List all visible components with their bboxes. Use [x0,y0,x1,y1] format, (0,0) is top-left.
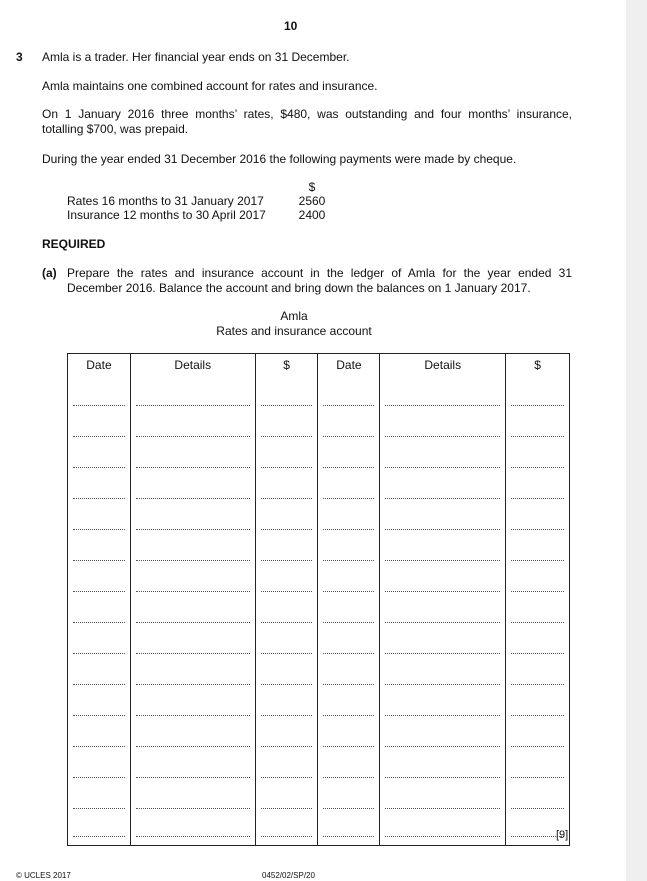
ledger-header-amount-credit: $ [506,354,570,384]
answer-dotted-line [261,622,313,623]
paper-code-footer: 0452/02/SP/20 [262,871,315,880]
answer-dotted-line [385,746,500,747]
payments-header-row [67,180,332,194]
answer-dotted-line [261,529,313,530]
answer-dotted-line [261,777,313,778]
question-paragraph-3: On 1 January 2016 three months’ rates, $480, was outstanding and four months’ insurance, totalling $700, was prepaid. [42,107,572,136]
answer-dotted-line [73,529,125,530]
ledger-answer-cell[interactable] [380,724,506,755]
ledger-answer-cell[interactable] [255,569,318,600]
answer-dotted-line [136,653,250,654]
answer-dotted-line [323,405,374,406]
answer-dotted-line [385,836,500,837]
ledger-answer-cell[interactable] [380,600,506,631]
question-number: 3 [16,50,23,64]
answer-dotted-line [261,808,313,809]
ledger-answer-cell[interactable] [255,786,318,817]
ledger-answer-cell[interactable] [318,662,380,693]
answer-dotted-line [73,684,125,685]
ledger-answer-cell[interactable] [318,569,380,600]
ledger-header-row [68,354,570,384]
answer-dotted-line [136,715,250,716]
answer-dotted-line [73,560,125,561]
answer-dotted-line [73,467,125,468]
answer-dotted-line [136,622,250,623]
account-title: Rates and insurance account [216,324,372,338]
ledger-answer-cell[interactable] [506,445,570,476]
ledger-answer-cell[interactable] [68,693,131,724]
ledger-answer-cell[interactable] [68,786,131,817]
answer-dotted-line [261,715,313,716]
ledger-answer-cell[interactable] [380,755,506,786]
answer-dotted-line [385,653,500,654]
ledger-answer-cell[interactable] [255,662,318,693]
ledger-answer-cell[interactable] [130,724,255,755]
ledger-answer-cell[interactable] [380,476,506,507]
answer-dotted-line [511,622,564,623]
ledger-answer-cell[interactable] [380,631,506,662]
ledger-answer-cell[interactable] [506,631,570,662]
ledger-answer-cell[interactable] [318,786,380,817]
ledger-header-details-debit: Details [130,354,255,384]
answer-dotted-line [136,591,250,592]
ledger-answer-cell[interactable] [318,631,380,662]
ledger-answer-cell[interactable] [506,538,570,569]
answer-dotted-line [323,591,374,592]
answer-dotted-line [323,836,374,837]
ledger-answer-cell[interactable] [318,600,380,631]
ledger-answer-cell[interactable] [506,383,570,414]
ledger-answer-cell[interactable] [130,414,255,445]
ledger-answer-cell[interactable] [130,600,255,631]
ledger-header-date-debit: Date [68,354,131,384]
answer-dotted-line [511,653,564,654]
ledger-answer-row [68,507,570,538]
ledger-answer-cell[interactable] [318,476,380,507]
ledger-answer-cell[interactable] [130,476,255,507]
answer-dotted-line [323,529,374,530]
required-heading: REQUIRED [42,237,106,251]
ledger-answer-cell[interactable] [255,755,318,786]
answer-dotted-line [136,529,250,530]
answer-dotted-line [261,684,313,685]
answer-dotted-line [261,405,313,406]
ledger-answer-cell[interactable] [318,538,380,569]
ledger-answer-cell[interactable] [318,724,380,755]
payment-row [67,194,332,208]
answer-dotted-line [261,746,313,747]
ledger-answer-cell[interactable] [380,569,506,600]
answer-dotted-line [73,653,125,654]
ledger-answer-row [68,538,570,569]
answer-dotted-line [511,405,564,406]
answer-dotted-line [385,498,500,499]
ledger-answer-cell[interactable] [68,755,131,786]
answer-dotted-line [136,808,250,809]
answer-dotted-line [323,746,374,747]
ledger-answer-cell[interactable] [68,383,131,414]
question-paragraph-1: Amla is a trader. Her financial year ends on 31 December. [42,50,350,64]
payment-row [67,208,332,222]
ledger-answer-cell[interactable] [506,786,570,817]
part-a-label: (a) [42,266,57,280]
ledger-answer-cell[interactable] [506,600,570,631]
answer-dotted-line [73,622,125,623]
part-a-text: Prepare the rates and insurance account in the ledger of Amla for the year ended 31 December 2016. Balance the account and bring down the balances on 1 January 2017. [67,266,572,295]
answer-dotted-line [511,715,564,716]
answer-dotted-line [136,777,250,778]
answer-dotted-line [385,622,500,623]
ledger-answer-cell[interactable] [255,414,318,445]
answer-dotted-line [73,498,125,499]
answer-dotted-line [511,777,564,778]
payment-amount: 2400 [298,208,326,222]
payments-currency-header: $ [308,180,316,194]
ledger-header-date-credit: Date [318,354,380,384]
answer-dotted-line [73,715,125,716]
ledger-answer-cell[interactable] [255,600,318,631]
answer-dotted-line [261,653,313,654]
payment-description: Rates 16 months to 31 January 2017 [67,194,264,208]
ledger-answer-row [68,817,570,846]
answer-dotted-line [385,591,500,592]
answer-dotted-line [136,836,250,837]
answer-dotted-line [261,560,313,561]
answer-dotted-line [136,498,250,499]
ledger-answer-cell[interactable] [68,600,131,631]
answer-dotted-line [385,808,500,809]
ledger-answer-cell[interactable] [130,538,255,569]
answer-dotted-line [73,808,125,809]
page-number: 10 [284,19,298,33]
answer-dotted-line [323,467,374,468]
answer-dotted-line [136,467,250,468]
page-margin-strip [626,0,647,881]
ledger-answer-cell[interactable] [68,662,131,693]
answer-dotted-line [511,746,564,747]
ledger-answer-cell[interactable] [255,538,318,569]
ledger-answer-cell[interactable] [130,786,255,817]
ledger-answer-cell[interactable] [68,414,131,445]
answer-dotted-line [323,622,374,623]
ledger-answer-cell[interactable] [68,569,131,600]
answer-dotted-line [511,684,564,685]
answer-dotted-line [385,684,500,685]
answer-dotted-line [73,746,125,747]
ledger-body [68,383,570,846]
answer-dotted-line [385,405,500,406]
ledger-answer-cell[interactable] [130,631,255,662]
ledger-answer-cell[interactable] [380,817,506,846]
ledger-answer-cell[interactable] [318,507,380,538]
answer-dotted-line [323,684,374,685]
ledger-answer-cell[interactable] [130,569,255,600]
ledger-answer-cell[interactable] [130,662,255,693]
answer-dotted-line [385,529,500,530]
ledger-answer-cell[interactable] [506,476,570,507]
payment-description: Insurance 12 months to 30 April 2017 [67,208,266,222]
ledger-answer-cell[interactable] [130,817,255,846]
answer-dotted-line [511,808,564,809]
ledger-answer-cell[interactable] [506,693,570,724]
answer-dotted-line [323,808,374,809]
ledger-answer-cell[interactable] [380,786,506,817]
ledger-answer-row [68,569,570,600]
ledger-answer-cell[interactable] [506,724,570,755]
ledger-answer-cell[interactable] [255,693,318,724]
ledger-answer-cell[interactable] [130,507,255,538]
answer-dotted-line [136,405,250,406]
ledger-header-amount-debit: $ [255,354,318,384]
ledger-answer-cell[interactable] [380,693,506,724]
ledger-answer-cell[interactable] [506,662,570,693]
ledger-answer-cell[interactable] [380,383,506,414]
answer-dotted-line [136,684,250,685]
ledger-answer-cell[interactable] [255,476,318,507]
ledger-answer-cell[interactable] [255,507,318,538]
question-paragraph-2: Amla maintains one combined account for rates and insurance. [42,79,378,93]
ledger-answer-cell[interactable] [68,445,131,476]
answer-dotted-line [323,653,374,654]
ledger-header-details-credit: Details [380,354,506,384]
ledger-answer-cell[interactable] [130,693,255,724]
answer-dotted-line [261,591,313,592]
ledger-answer-cell[interactable] [318,693,380,724]
answer-dotted-line [385,436,500,437]
ledger-answer-cell[interactable] [506,569,570,600]
ledger-answer-row [68,631,570,662]
marks-allocation: [9] [556,829,569,841]
answer-dotted-line [136,746,250,747]
ledger-answer-cell[interactable] [318,383,380,414]
copyright-footer: © UCLES 2017 [16,871,71,880]
answer-dotted-line [136,436,250,437]
ledger-answer-cell[interactable] [130,383,255,414]
ledger-answer-cell[interactable] [380,507,506,538]
answer-dotted-line [73,405,125,406]
ledger-answer-row [68,693,570,724]
ledger-answer-row [68,476,570,507]
ledger-answer-cell[interactable] [380,538,506,569]
ledger-answer-row [68,414,570,445]
ledger-answer-cell[interactable] [68,507,131,538]
ledger-answer-cell[interactable] [255,631,318,662]
answer-dotted-line [323,715,374,716]
ledger-answer-cell[interactable] [318,445,380,476]
answer-dotted-line [323,498,374,499]
answer-dotted-line [511,529,564,530]
answer-dotted-line [511,467,564,468]
ledger-answer-cell[interactable] [68,631,131,662]
ledger-table [67,353,570,846]
ledger-answer-cell[interactable] [255,383,318,414]
ledger-answer-row [68,755,570,786]
question-paragraph-4: During the year ended 31 December 2016 the following payments were made by cheque. [42,152,517,166]
ledger-answer-cell[interactable] [318,755,380,786]
ledger-answer-row [68,662,570,693]
answer-dotted-line [323,777,374,778]
answer-dotted-line [511,498,564,499]
answer-dotted-line [385,715,500,716]
answer-dotted-line [73,591,125,592]
ledger-answer-cell[interactable] [380,662,506,693]
ledger-answer-cell[interactable] [130,755,255,786]
ledger-answer-cell[interactable] [380,445,506,476]
answer-dotted-line [73,836,125,837]
ledger-answer-cell[interactable] [318,817,380,846]
answer-dotted-line [261,467,313,468]
ledger-answer-row [68,445,570,476]
answer-dotted-line [136,560,250,561]
ledger-answer-cell[interactable] [255,724,318,755]
answer-dotted-line [511,560,564,561]
ledger-answer-row [68,724,570,755]
answer-dotted-line [511,591,564,592]
answer-dotted-line [73,777,125,778]
answer-dotted-line [73,436,125,437]
ledger-answer-cell[interactable] [506,414,570,445]
ledger-answer-row [68,786,570,817]
account-owner: Amla [280,309,308,323]
answer-dotted-line [323,436,374,437]
answer-dotted-line [511,436,564,437]
ledger-answer-cell[interactable] [68,817,131,846]
answer-dotted-line [385,560,500,561]
payment-amount: 2560 [298,194,326,208]
ledger-answer-cell[interactable] [255,817,318,846]
ledger-answer-row [68,600,570,631]
ledger-answer-cell[interactable] [318,414,380,445]
ledger-answer-cell[interactable] [506,507,570,538]
ledger-answer-cell[interactable] [68,724,131,755]
ledger-answer-cell[interactable] [130,445,255,476]
answer-dotted-line [323,560,374,561]
payments-table [67,180,332,222]
ledger-answer-cell[interactable] [506,755,570,786]
answer-dotted-line [385,777,500,778]
answer-dotted-line [261,836,313,837]
ledger-answer-cell[interactable] [380,414,506,445]
ledger-answer-cell[interactable] [68,476,131,507]
answer-dotted-line [261,498,313,499]
answer-dotted-line [261,436,313,437]
ledger-answer-cell[interactable] [255,445,318,476]
ledger-answer-cell[interactable] [68,538,131,569]
answer-dotted-line [385,467,500,468]
ledger-answer-row [68,383,570,414]
